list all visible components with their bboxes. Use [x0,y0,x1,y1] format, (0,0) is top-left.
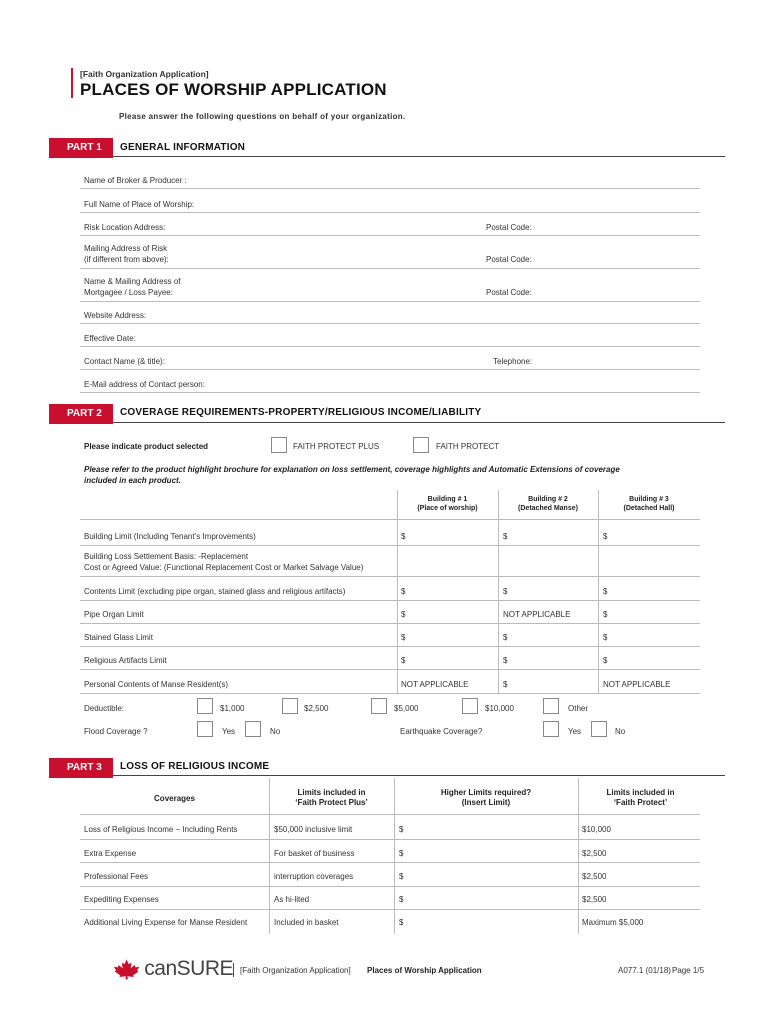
application-label: [Faith Organization Application] [80,69,209,79]
part1-title: GENERAL INFORMATION [120,142,246,153]
building2-header: Building # 2 (Detached Manse) [518,496,578,512]
deductible-other-label: Other [568,704,589,713]
living-expense-higher[interactable]: $ [399,918,404,927]
living-expense-basic: Maximum $5,000 [582,918,644,927]
pipe-organ-b3[interactable]: $ [603,610,608,619]
grid-divider-1 [397,490,398,694]
building-limit-b1[interactable]: $ [401,532,406,541]
building-limit-b2[interactable]: $ [503,532,508,541]
part3-rule [113,775,725,776]
mailing-address-field[interactable] [80,268,700,269]
expediting-expenses-basic: $2,500 [582,895,607,904]
cansure-logo [113,955,233,983]
mortgagee-label-1: Name & Mailing Address of [84,277,181,286]
flood-coverage-label: Flood Coverage ? [84,727,148,736]
grid-row-rule [80,693,700,694]
manse-contents-b1: NOT APPLICABLE [401,680,469,689]
email-label: E-Mail address of Contact person: [84,380,205,389]
grid-divider-3 [598,490,599,694]
pipe-organ-label: Pipe Organ Limit [84,610,144,619]
deductible-5000-checkbox[interactable] [371,698,387,714]
effective-date-label: Effective Date: [84,334,136,343]
manse-contents-b2[interactable]: $ [503,680,508,689]
postal-code-label-1: Postal Code: [486,223,532,232]
faith-protect-header: Limits included in ‘Faith Protect’ [606,788,675,807]
religious-artifacts-b2[interactable]: $ [503,656,508,665]
maple-leaf-icon [113,956,140,982]
grid-row-rule [80,646,700,647]
earthquake-yes-checkbox[interactable] [543,721,559,737]
living-expense-coverage: Additional Living Expense for Manse Resident [84,918,248,927]
p3-row-rule [80,839,700,840]
part2-tab: PART 2 [49,404,113,424]
deductible-10000-checkbox[interactable] [462,698,478,714]
expediting-expenses-coverage: Expediting Expenses [84,895,159,904]
brochure-note-line1: Please refer to the product highlight brochure for explanation on loss settlement, coverage highlights and Automatic Extensions of coverage [84,465,620,474]
faith-protect-plus-header: Limits included in ‘Faith Protect Plus’ [295,788,368,807]
p3-row-rule [80,886,700,887]
mortgagee-label-2: Mortgagee / Loss Payee: [84,288,173,297]
contents-limit-b2[interactable]: $ [503,587,508,596]
footer-separator [233,963,234,977]
religious-artifacts-b3[interactable]: $ [603,656,608,665]
p3-header-rule [80,814,700,815]
professional-fees-higher[interactable]: $ [399,872,404,881]
religious-income-coverage: Loss of Religious Income – Including Rents [84,825,238,834]
contact-name-field[interactable] [80,369,700,370]
deductible-1000-checkbox[interactable] [197,698,213,714]
higher-limits-header: Higher Limits required? (Insert Limit) [440,788,532,807]
deductible-1000-label: $1,000 [220,704,245,713]
place-name-field[interactable] [80,212,700,213]
professional-fees-basic: $2,500 [582,872,607,881]
coverages-header: Coverages [154,794,195,803]
earthquake-coverage-label: Earthquake Coverage? [400,727,483,736]
building-limit-label: Building Limit (Including Tenant’s Improvements) [84,532,256,541]
place-name-label: Full Name of Place of Worship: [84,200,195,209]
brochure-note-line2: included in each product. [84,476,181,485]
living-expense-plus: Included in basket [274,918,339,927]
religious-artifacts-b1[interactable]: $ [401,656,406,665]
part2-rule [113,422,725,423]
professional-fees-coverage: Professional Fees [84,872,149,881]
broker-field[interactable] [80,188,700,189]
earthquake-yes-label: Yes [568,727,582,736]
pipe-organ-b1[interactable]: $ [401,610,406,619]
postal-code-label-3: Postal Code: [486,288,532,297]
stained-glass-b1[interactable]: $ [401,633,406,642]
extra-expense-coverage: Extra Expense [84,849,137,858]
deductible-label: Deductible: [84,704,125,713]
building1-header: Building # 1 (Place of worship) [417,496,478,512]
stained-glass-b3[interactable]: $ [603,633,608,642]
form-id: A077.1 (01/18) [618,966,671,975]
broker-label: Name of Broker & Producer : [84,176,187,185]
contents-limit-b1[interactable]: $ [401,587,406,596]
flood-no-label: No [270,727,281,736]
earthquake-no-checkbox[interactable] [591,721,607,737]
part3-title: LOSS OF RELIGIOUS INCOME [120,761,270,772]
email-field[interactable] [80,392,700,393]
religious-income-plus: $50,000 inclusive limit [274,825,353,834]
mailing-address-label-2: (if different from above): [84,255,169,264]
p3-row-rule [80,909,700,910]
deductible-5000-label: $5,000 [394,704,419,713]
earthquake-no-label: No [615,727,626,736]
p3-row-rule [80,862,700,863]
stained-glass-label: Stained Glass Limit [84,633,153,642]
stained-glass-b2[interactable]: $ [503,633,508,642]
deductible-other-checkbox[interactable] [543,698,559,714]
page-number: Page 1/5 [672,966,705,975]
religious-income-higher[interactable]: $ [399,825,404,834]
page-subtitle: Please answer the following questions on behalf of your organization. [119,112,406,121]
mortgagee-field[interactable] [80,301,700,302]
postal-code-label-2: Postal Code: [486,255,532,264]
header-accent-bar [71,68,73,98]
grid-row-rule [80,623,700,624]
footer-doc-title: Places of Worship Application [367,966,482,975]
expediting-expenses-plus: As hi-lited [274,895,310,904]
manse-contents-label: Personal Contents of Manse Resident(s) [84,680,229,689]
page-title: PLACES OF WORSHIP APPLICATION [80,80,387,99]
telephone-label: Telephone: [493,357,533,366]
footer-app-label: [Faith Organization Application] [240,966,351,975]
contact-name-label: Contact Name (& title): [84,357,165,366]
extra-expense-higher[interactable]: $ [399,849,404,858]
website-field[interactable] [80,323,700,324]
part2-title: COVERAGE REQUIREMENTS-PROPERTY/RELIGIOUS INCOME/LIABILITY [120,407,482,418]
faith-protect-checkbox[interactable] [413,437,429,453]
part3-tab: PART 3 [49,758,113,778]
website-label: Website Address: [84,311,147,320]
manse-contents-b3: NOT APPLICABLE [603,680,671,689]
extra-expense-basic: $2,500 [582,849,607,858]
mailing-address-label-1: Mailing Address of Risk [84,244,168,253]
faith-protect-plus-label: FAITH PROTECT PLUS [293,442,380,451]
flood-yes-checkbox[interactable] [197,721,213,737]
building-limit-b3[interactable]: $ [603,532,608,541]
grid-header-rule [80,519,700,520]
grid-row-rule [80,545,700,546]
product-select-label: Please indicate product selected [84,442,209,451]
grid-row-rule [80,600,700,601]
loss-settlement-label-2: Cost or Agreed Value: (Functional Replacement Cost or Market Salvage Value) [84,563,364,572]
contents-limit-label: Contents Limit (excluding pipe organ, stained glass and religious artifacts) [84,587,346,596]
logo-text: canSURE [144,957,233,980]
professional-fees-plus: interruption coverages [274,872,354,881]
grid-divider-2 [498,490,499,694]
deductible-2500-label: $2,500 [304,704,329,713]
extra-expense-plus: For basket of business [274,849,355,858]
religious-artifacts-label: Religious Artifacts Limit [84,656,167,665]
expediting-expenses-higher[interactable]: $ [399,895,404,904]
religious-income-basic: $10,000 [582,825,611,834]
grid-row-rule [80,669,700,670]
part1-tab: PART 1 [49,138,113,158]
grid-row-rule [80,576,700,577]
building3-header: Building # 3 (Detached Hall) [623,496,675,512]
risk-location-field[interactable] [80,235,700,236]
flood-no-checkbox[interactable] [245,721,261,737]
faith-protect-plus-checkbox[interactable] [271,437,287,453]
part1-rule [113,156,725,157]
deductible-10000-label: $10,000 [485,704,514,713]
effective-date-field[interactable] [80,346,700,347]
pipe-organ-b2: NOT APPLICABLE [503,610,571,619]
risk-location-label: Risk Location Address: [84,223,166,232]
loss-settlement-label-1: Building Loss Settlement Basis: -Replacement [84,552,249,561]
deductible-2500-checkbox[interactable] [282,698,298,714]
contents-limit-b3[interactable]: $ [603,587,608,596]
flood-yes-label: Yes [222,727,236,736]
faith-protect-label: FAITH PROTECT [436,442,500,451]
